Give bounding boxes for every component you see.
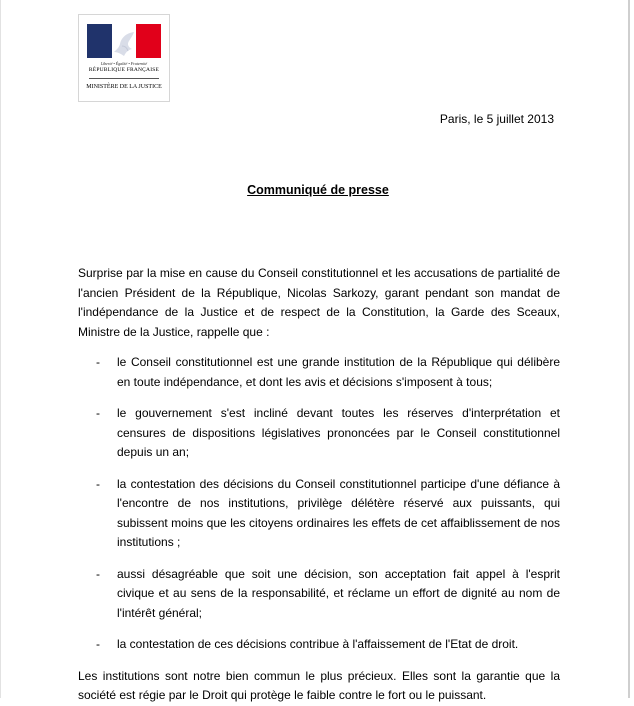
list-item — [78, 475, 560, 553]
ministry-name: MINISTÈRE DE LA JUSTICE — [86, 84, 162, 90]
bullet-dash: - — [96, 566, 100, 581]
intro-paragraph: Surprise par la mise en cause du Conseil constitutionnel et les accusations de partialité de l'ancien Président de la République, Nicolas Sarkozy, garant pendant son mandat de l'indépendance de la Justice et de respect de la Constitution, la Garde des Sceaux, Ministre de la Justice, rappelle que : — [78, 266, 560, 339]
logo-divider — [89, 78, 159, 79]
list-item — [78, 635, 560, 655]
bullet-dash: - — [96, 476, 100, 491]
dateline: Paris, le 5 juillet 2013 — [439, 112, 554, 126]
list-item-text: le gouvernement s'est incliné devant toutes les réserves d'interprétation et censures de dispositions législatives prononcées par le Conseil constitutionnel depuis un an; — [117, 406, 560, 459]
bullet-dash: - — [96, 637, 100, 651]
republic-name: RÉPUBLIQUE FRANÇAISE — [88, 67, 160, 73]
points-list — [78, 353, 560, 655]
list-item-text: la contestation des décisions du Conseil constitutionnel participe d'une défiance à l'encontre de nos institutions, privilège délétère réservé aux puissants, qui subissent moins que les citoyens ordinaires les effets de cet affaiblissement de nos institutions ; — [117, 476, 560, 549]
bullet-dash: - — [96, 406, 100, 420]
list-item — [78, 565, 560, 624]
closing-paragraph: Les institutions sont notre bien commun le plus précieux. Elles sont la garantie que la société est régie par le Droit qui protège le faible contre le fort ou le puissant. — [78, 668, 560, 702]
list-item-text: la contestation de ces décisions contribue à l'affaissement de l'Etat de droit. — [117, 637, 519, 651]
document-body — [78, 264, 560, 706]
republic-motto: Liberté • Égalité • Fraternité — [100, 61, 148, 66]
flag-blue-band — [87, 24, 112, 58]
list-item — [78, 404, 560, 463]
list-item-text: aussi désagréable que soit une décision, son acceptation fait appel à l'esprit civique et au sens de la responsabilité, et réclame un effort de dignité au nom de l'intérêt général; — [117, 566, 560, 620]
list-item-text: le Conseil constitutionnel est une grande institution de la République qui délibère en toute indépendance, et dont les avis et décisions s'imposent à tous; — [117, 355, 560, 389]
list-item — [78, 353, 560, 392]
bullet-dash: - — [96, 355, 100, 369]
flag-red-band — [136, 24, 161, 58]
marianne-icon — [112, 30, 136, 58]
tricolor-flag — [87, 24, 161, 58]
ministry-logo — [78, 14, 170, 102]
document-heading: Communiqué de presse — [247, 183, 389, 197]
flag-white-band — [112, 24, 137, 58]
